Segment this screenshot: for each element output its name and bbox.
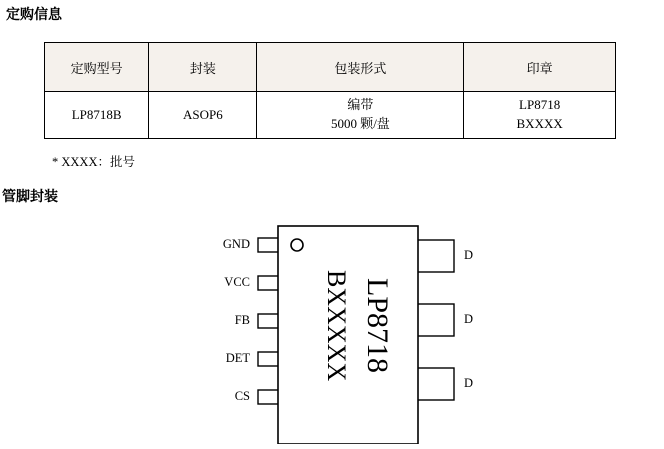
pin-lead-gnd <box>258 238 280 252</box>
cell-package: ASOP6 <box>149 92 257 139</box>
packing-form-line-1: 编带 <box>347 97 374 113</box>
pin-lead-fb <box>258 314 280 328</box>
cell-packing-form <box>257 92 464 139</box>
pin-lead-vcc <box>258 276 280 290</box>
pinout-title: 管脚封装 <box>2 188 58 204</box>
column-header-model: 定购型号 <box>45 43 149 92</box>
pin-label-d-1: D <box>464 248 474 262</box>
order-info-table <box>44 42 616 139</box>
column-header-package: 封装 <box>149 43 257 92</box>
package-pinout-diagram <box>180 218 510 444</box>
table-header-row <box>45 43 616 92</box>
pin-label-fb: FB <box>234 313 250 327</box>
column-header-packing-form: 包装形式 <box>257 43 464 92</box>
pin1-dot-icon <box>291 239 303 251</box>
marking-line-1: LP8718 <box>519 97 561 113</box>
packing-form-line-2: 5000 颗/盘 <box>330 116 390 131</box>
table-row <box>45 92 616 139</box>
pin-lead-det <box>258 352 280 366</box>
lot-number-note: * XXXX：批号 <box>52 155 135 169</box>
marking-line-2: BXXXX <box>516 116 563 131</box>
pin-lead-cs <box>258 390 280 404</box>
body-marking-line-1: LP8718 <box>361 278 394 374</box>
pin-label-cs: CS <box>234 389 250 403</box>
body-marking-line-2: BXXXXX <box>322 270 351 382</box>
cell-model: LP8718B <box>45 92 149 139</box>
pin-label-d-2: D <box>464 312 474 326</box>
pin-label-det: DET <box>225 351 250 365</box>
pin-label-vcc: VCC <box>224 275 250 289</box>
pin-label-d-3: D <box>464 376 474 390</box>
cell-marking <box>464 92 616 139</box>
order-info-title: 定购信息 <box>6 6 62 22</box>
pin-label-gnd: GND <box>222 237 250 251</box>
column-header-marking: 印章 <box>464 43 616 92</box>
